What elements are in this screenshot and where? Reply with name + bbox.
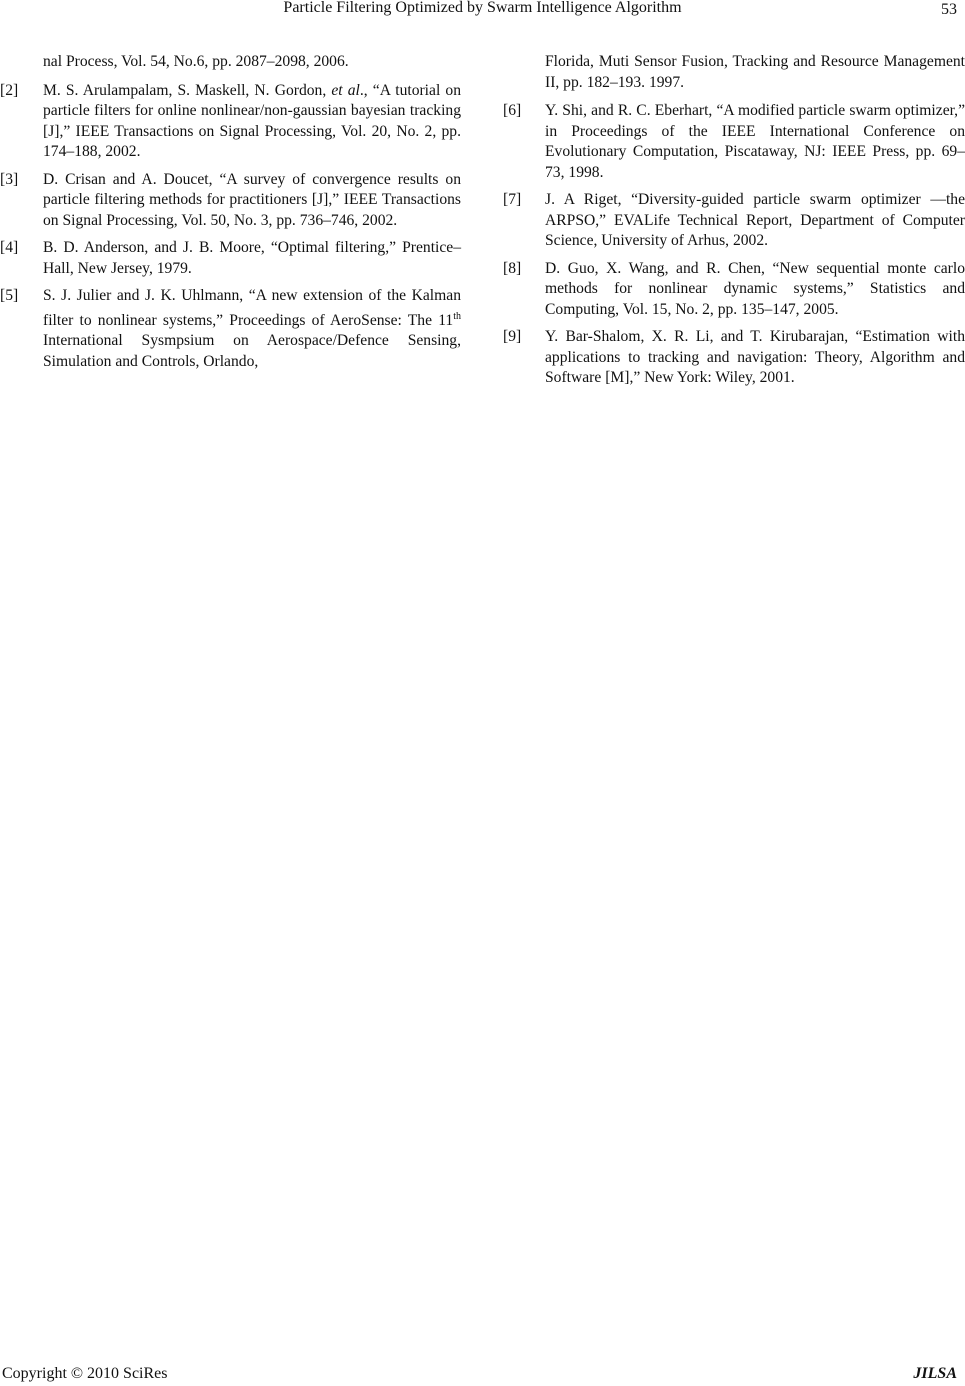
reference-continuation	[31, 52, 461, 73]
reference-9	[503, 327, 965, 389]
reference-continuation	[503, 52, 965, 93]
reference-text: Y. Shi, and R. C. Eberhart, “A modified particle swarm optimizer,” in Proceedings of the IEEE International Conference on Evolutionary Computation, Piscataway, NJ: IEEE Press, pp. 69–73, 1998.	[545, 102, 965, 181]
reference-text-part: M. S. Arulampalam, S. Maskell, N. Gordon,	[43, 81, 332, 99]
page-header	[0, 0, 965, 30]
reference-text: Florida, Muti Sensor Fusion, Tracking and Resource Management II, pp. 182–193. 1997.	[545, 53, 965, 91]
reference-number: [2]	[0, 81, 19, 99]
reference-7	[503, 190, 965, 252]
reference-text: D. Guo, X. Wang, and R. Chen, “New sequential monte carlo methods for nonlinear dynamic systems,” Statistics and Computing, Vol. 15, No. 2, pp. 135–147, 2005.	[545, 259, 965, 318]
reference-number: [4]	[0, 239, 19, 256]
reference-number: [8]	[503, 259, 522, 277]
reference-text: nal Process, Vol. 54, No.6, pp. 2087–2098, 2006.	[43, 53, 349, 70]
reference-text	[43, 286, 461, 372]
reference-text-part: International Sysmpsium on Aerospace/Defence Sensing, Simulation and Controls, Orlando,	[43, 332, 461, 370]
reference-number: [5]	[0, 287, 19, 304]
reference-text: Y. Bar-Shalom, X. R. Li, and T. Kirubarajan, “Estimation with applications to tracking and navigation: Theory, Algorithm and Software [M],” New York: Wiley, 2001.	[545, 328, 965, 386]
reference-text-part: ., “A tutorial on particle filters for online nonlinear/non-gaussian bayesian tracking [J],” IEEE Transactions on Signal Processing, Vol. 20, No. 2, pp. 174–188, 2002.	[43, 81, 461, 160]
reference-6	[503, 101, 965, 183]
reference-2	[0, 81, 461, 163]
reference-number: [3]	[0, 170, 19, 188]
left-column	[0, 52, 461, 379]
reference-number: [6]	[503, 102, 522, 119]
reference-8	[503, 259, 965, 321]
reference-number: [9]	[503, 328, 522, 345]
reference-3	[0, 170, 461, 232]
running-title: Particle Filtering Optimized by Swarm Intelligence Algorithm	[283, 0, 682, 16]
reference-number: [7]	[503, 191, 522, 208]
reference-5	[0, 286, 461, 372]
reference-text: B. D. Anderson, and J. B. Moore, “Optimal filtering,” Prentice–Hall, New Jersey, 1979.	[43, 239, 461, 277]
reference-text	[43, 81, 461, 163]
reference-4	[0, 238, 461, 279]
reference-text-part: S. J. Julier and J. K. Uhlmann, “A new extension of the Kalman filter to nonlinear systems,” Proceedings of AeroSense: The 11	[43, 287, 461, 329]
journal-name: JILSA	[913, 1365, 957, 1382]
reference-italic: et al	[331, 81, 360, 99]
reference-text: J. A Riget, “Diversity-guided particle swarm optimizer —the ARPSO,” EVALife Technical Report, Department of Computer Science, University of Arhus, 2002.	[545, 191, 965, 249]
page-footer	[0, 1364, 965, 1386]
reference-text: D. Crisan and A. Doucet, “A survey of convergence results on particle filtering methods for practitioners [J],” IEEE Transactions on Signal Processing, Vol. 50, No. 3, pp. 736–746, 2002.	[43, 170, 461, 229]
copyright-notice: Copyright © 2010 SciRes	[2, 1365, 168, 1382]
reference-superscript: th	[453, 310, 461, 322]
right-column	[503, 52, 965, 396]
page-number: 53	[941, 1, 957, 18]
